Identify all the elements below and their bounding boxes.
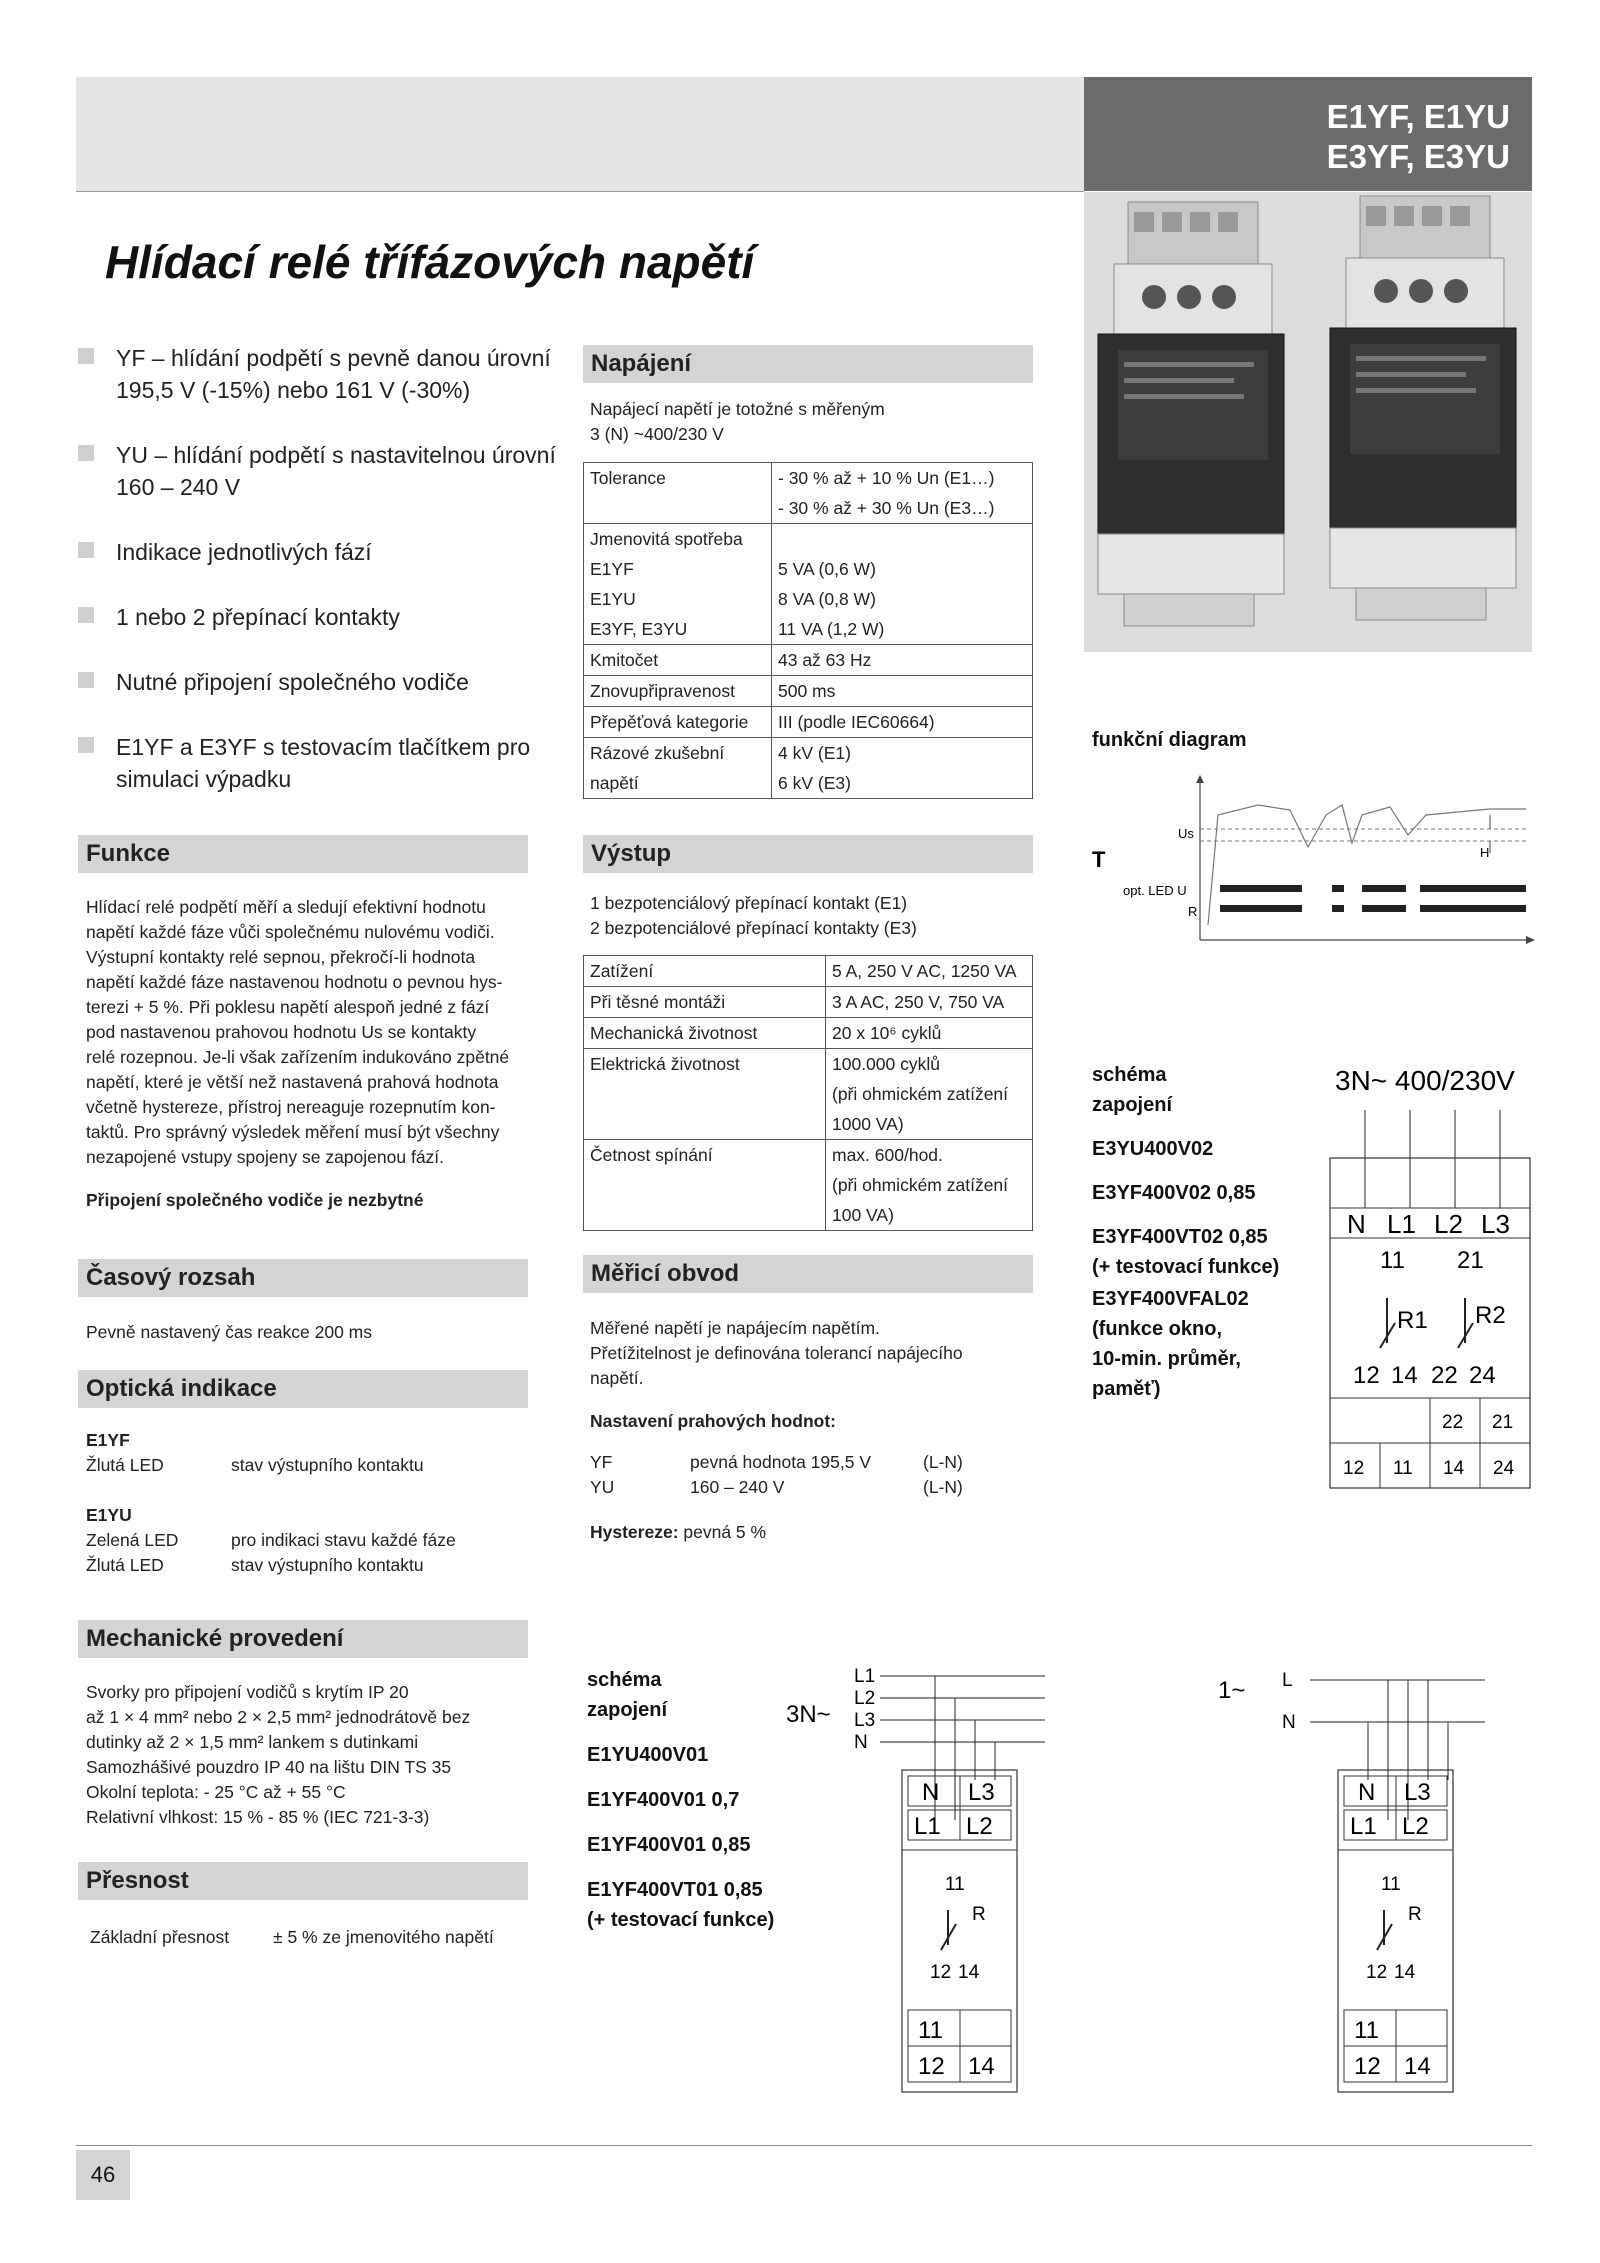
led-on-bar bbox=[1332, 885, 1344, 892]
table-cell: Při těsné montáži bbox=[584, 987, 826, 1018]
table-cell: 1000 VA) bbox=[826, 1109, 1033, 1140]
relay-modules-illustration bbox=[1084, 192, 1532, 652]
funkce-note: Připojení společného vodiče je nezbytné bbox=[86, 1190, 424, 1210]
text-line: Přetížitelnost je definována tolerancí napájecího bbox=[590, 1343, 963, 1363]
feature-item: YU – hlídání podpětí s nastavitelnou úrovní 160 – 240 V bbox=[78, 439, 556, 503]
diagram-h-label: H bbox=[1480, 845, 1490, 860]
table-cell: Přepěťová kategorie bbox=[584, 707, 772, 738]
table-cell: 5 VA (0,6 W) bbox=[772, 554, 1033, 584]
relay-module-left bbox=[1098, 202, 1284, 626]
contact-label: 24 bbox=[1469, 1362, 1496, 1389]
text-line: napětí, které je větší než nastavená prahová hodnota bbox=[86, 1072, 499, 1092]
table-cell bbox=[584, 1170, 826, 1200]
text-line: Měřené napětí je napájecím napětím. bbox=[590, 1318, 880, 1338]
contact-label: 22 bbox=[1431, 1362, 1458, 1389]
meric-text bbox=[590, 1316, 1040, 1545]
relay-label: R bbox=[1408, 1904, 1422, 1925]
table-cell: pevná hodnota 195,5 V bbox=[690, 1452, 871, 1472]
feature-list bbox=[78, 342, 558, 828]
model-code: E1YF400V01 0,85 bbox=[587, 1834, 751, 1856]
model-code: E3YF400V02 0,85 bbox=[1092, 1182, 1256, 1204]
wiring-schema-e3 bbox=[1325, 1058, 1535, 1490]
led-on-bar bbox=[1220, 885, 1302, 892]
table-cell: Zatížení bbox=[584, 956, 826, 987]
table-cell: 500 ms bbox=[772, 676, 1033, 707]
table-cell: 5 A, 250 V AC, 1250 VA bbox=[826, 956, 1033, 987]
led-on-bar bbox=[1420, 885, 1526, 892]
text-line: 1 bezpotenciálový přepínací kontakt (E1) bbox=[590, 893, 908, 913]
model-code: E3YF400VT02 0,85 bbox=[1092, 1226, 1268, 1248]
table-cell: 11 VA (1,2 W) bbox=[772, 614, 1033, 645]
terminal-label: L1 bbox=[1350, 1813, 1377, 1840]
text-line: relé rozepnou. Je-li však zařízením indukováno zpětné bbox=[86, 1047, 510, 1067]
text-line: Napájecí napětí je totožné s měřeným bbox=[590, 399, 885, 419]
table-cell bbox=[584, 1200, 826, 1231]
section-napajeni-heading: Napájení bbox=[583, 345, 1033, 383]
hystereze-value: pevná 5 % bbox=[678, 1522, 767, 1542]
model-code: E3YF400VFAL02 bbox=[1092, 1288, 1249, 1310]
schema2-labels bbox=[587, 1665, 774, 1935]
product-codes-line1: E1YF, E1YU bbox=[1326, 98, 1510, 135]
led-name: Žlutá LED bbox=[86, 1455, 164, 1475]
text-line: včetně hystereze, přístroj nereaguje rozepnutím kon- bbox=[86, 1097, 496, 1117]
table-cell: max. 600/hod. bbox=[826, 1140, 1033, 1171]
grid-label: 11 bbox=[1354, 2017, 1379, 2044]
opticka-text bbox=[86, 1428, 546, 1578]
text-line: Relativní vlhkost: 15 % - 85 % (IEC 721-3-3) bbox=[86, 1807, 430, 1827]
grid-label: 12 bbox=[918, 2053, 945, 2080]
schema1-label: schéma bbox=[1092, 1064, 1167, 1086]
product-codes-line2: E3YF, E3YU bbox=[1326, 138, 1510, 175]
table-cell: YF bbox=[590, 1452, 613, 1472]
table-cell: 43 až 63 Hz bbox=[772, 645, 1033, 676]
grid-label: 14 bbox=[1443, 1458, 1465, 1479]
grid-label: 24 bbox=[1493, 1458, 1515, 1479]
table-cell: - 30 % až + 10 % Un (E1…) bbox=[772, 463, 1033, 494]
terminal-label: L1 bbox=[1387, 1209, 1416, 1239]
schema1-label: zapojení bbox=[1092, 1094, 1173, 1116]
table-cell: (při ohmickém zatížení bbox=[826, 1170, 1033, 1200]
table-cell: 4 kV (E1) bbox=[772, 738, 1033, 769]
footer-line bbox=[76, 2145, 1532, 2146]
terminal-label: L2 bbox=[1434, 1209, 1463, 1239]
text-line: nezapojené vstupy spojeny se zapojenou fází. bbox=[86, 1147, 445, 1167]
time-axis-arrow bbox=[1526, 936, 1535, 944]
text-line: dutinky až 2 × 1,5 mm² lankem s dutinkami bbox=[86, 1732, 419, 1752]
line-label: L bbox=[1282, 1670, 1293, 1691]
table-cell: Jmenovitá spotřeba bbox=[584, 524, 772, 555]
text-line: 2 bezpotenciálové přepínací kontakty (E3) bbox=[590, 918, 917, 938]
terminal-label: L3 bbox=[1404, 1779, 1431, 1806]
text-line: napětí každé fáze nastavenou hodnotu o pevnou hys- bbox=[86, 972, 503, 992]
table-cell bbox=[584, 1109, 826, 1140]
contact-label: 14 bbox=[958, 1962, 980, 1983]
page-number: 46 bbox=[76, 2150, 130, 2200]
grid-label: 14 bbox=[1404, 2053, 1431, 2080]
line-label: N bbox=[1282, 1712, 1296, 1733]
page-title: Hlídací relé třífázových napětí bbox=[105, 236, 755, 288]
led-name: Zelená LED bbox=[86, 1530, 179, 1550]
feature-item: Nutné připojení společného vodiče bbox=[78, 666, 558, 698]
table-cell: Kmitočet bbox=[584, 645, 772, 676]
text-line: 3 (N) ~400/230 V bbox=[590, 424, 724, 444]
grid-label: 11 bbox=[918, 2017, 943, 2044]
relay-label: R bbox=[972, 1904, 986, 1925]
product-codes bbox=[1084, 77, 1532, 191]
group-name: E1YU bbox=[86, 1505, 132, 1525]
text-line: Svorky pro připojení vodičů s krytím IP 20 bbox=[86, 1682, 409, 1702]
schema2-label: schéma bbox=[587, 1669, 662, 1691]
terminal-label: L1 bbox=[914, 1813, 941, 1840]
relay-label: R1 bbox=[1397, 1307, 1428, 1334]
grid-label: 12 bbox=[1343, 1458, 1365, 1479]
section-casovy-heading: Časový rozsah bbox=[78, 1259, 528, 1297]
diagram-us-label: Us bbox=[1178, 826, 1194, 841]
section-funkce-heading: Funkce bbox=[78, 835, 528, 873]
grid-label: 22 bbox=[1442, 1412, 1464, 1433]
table-cell: (L-N) bbox=[923, 1452, 963, 1472]
contact-label: 21 bbox=[1457, 1247, 1484, 1274]
section-mech-heading: Mechanické provedení bbox=[78, 1620, 528, 1658]
line-label: L3 bbox=[854, 1710, 876, 1731]
contact-label: 12 bbox=[930, 1962, 952, 1983]
terminal-label: L3 bbox=[968, 1779, 995, 1806]
model-code: E3YU400V02 bbox=[1092, 1138, 1214, 1160]
model-code: E1YF400V01 0,7 bbox=[587, 1789, 740, 1811]
wiring-schema-e1-3n bbox=[780, 1660, 1050, 2100]
section-vystup-heading: Výstup bbox=[583, 835, 1033, 873]
model-code: E1YU400V01 bbox=[587, 1744, 709, 1766]
relay-label: R2 bbox=[1475, 1302, 1506, 1329]
relay-on-bar bbox=[1220, 905, 1302, 912]
schema1-voltage: 3N~ 400/230V bbox=[1335, 1065, 1515, 1096]
led-name: Žlutá LED bbox=[86, 1555, 164, 1575]
table-cell bbox=[772, 524, 1033, 555]
presnost-text bbox=[90, 1925, 494, 1950]
table-cell: 100.000 cyklů bbox=[826, 1049, 1033, 1080]
table-cell: (při ohmickém zatížení bbox=[826, 1079, 1033, 1109]
table-cell: E1YF bbox=[584, 554, 772, 584]
table-cell: - 30 % až + 30 % Un (E3…) bbox=[772, 493, 1033, 524]
table-cell: E3YF, E3YU bbox=[584, 614, 772, 645]
feature-item: 1 nebo 2 přepínací kontakty bbox=[78, 601, 558, 633]
feature-item: YF – hlídání podpětí s pevně danou úrovní 195,5 V (-15%) nebo 161 V (-30%) bbox=[78, 342, 556, 406]
table-cell: Znovupřipravenost bbox=[584, 676, 772, 707]
diagram-r-label: R bbox=[1188, 904, 1198, 919]
mains-label: 3N~ bbox=[786, 1701, 831, 1728]
nastaveni-label: Nastavení prahových hodnot: bbox=[590, 1411, 837, 1431]
schema2-label: zapojení bbox=[587, 1699, 668, 1721]
table-cell: E1YU bbox=[584, 584, 772, 614]
grid-label: 21 bbox=[1492, 1412, 1514, 1433]
table-cell: Rázové zkušební bbox=[584, 738, 772, 769]
table-cell: 100 VA) bbox=[826, 1200, 1033, 1231]
text-line: až 1 × 4 mm² nebo 2 × 2,5 mm² jednodrátově bez bbox=[86, 1707, 471, 1727]
line-label: L1 bbox=[854, 1666, 876, 1687]
table-cell: Mechanická životnost bbox=[584, 1018, 826, 1049]
model-code: 10-min. průměr, bbox=[1092, 1348, 1241, 1370]
contact-label: 14 bbox=[1391, 1362, 1418, 1389]
model-code: E1YF400VT01 0,85 bbox=[587, 1879, 763, 1901]
diagram-T-label: T bbox=[1092, 847, 1106, 872]
led-desc: stav výstupního kontaktu bbox=[231, 1455, 424, 1475]
presnost-key: Základní přesnost bbox=[90, 1927, 230, 1947]
table-cell: 160 – 240 V bbox=[690, 1477, 785, 1497]
text-line: taktů. Pro správný výsledek měření musí být všechny bbox=[86, 1122, 500, 1142]
model-code: paměť) bbox=[1092, 1378, 1161, 1400]
product-photo bbox=[1084, 192, 1532, 652]
text-line: Samozhášivé pouzdro IP 40 na lištu DIN TS 35 bbox=[86, 1757, 452, 1777]
funkce-text bbox=[86, 895, 546, 1213]
table-cell: (L-N) bbox=[923, 1477, 963, 1497]
group-name: E1YF bbox=[86, 1430, 130, 1450]
presnost-value: ± 5 % ze jmenovitého napětí bbox=[273, 1927, 494, 1947]
wiring-schema-e1-1 bbox=[1210, 1660, 1490, 2100]
table-cell bbox=[584, 1079, 826, 1109]
contact-label: 11 bbox=[945, 1874, 965, 1895]
relay-on-bar bbox=[1420, 905, 1526, 912]
text-line: terezi + 5 %. Při poklesu napětí alespoň jedné z fází bbox=[86, 997, 490, 1017]
hystereze-label: Hystereze: bbox=[590, 1522, 679, 1542]
line-label: N bbox=[854, 1732, 868, 1753]
relay-on-bar bbox=[1362, 905, 1406, 912]
terminal-label: N bbox=[1358, 1779, 1376, 1806]
model-code: (+ testovací funkce) bbox=[587, 1909, 775, 1931]
napajeni-intro bbox=[590, 397, 885, 447]
table-cell: napětí bbox=[584, 768, 772, 799]
terminal-label: N bbox=[922, 1779, 940, 1806]
mains-label: 1~ bbox=[1218, 1677, 1246, 1704]
line-label: L2 bbox=[854, 1688, 876, 1709]
section-presnost-heading: Přesnost bbox=[78, 1862, 528, 1900]
casovy-text: Pevně nastavený čas reakce 200 ms bbox=[86, 1322, 372, 1342]
terminal-label: L2 bbox=[1402, 1813, 1429, 1840]
text-line: napětí každé fáze vůči společnému nulovému vodiči. bbox=[86, 922, 495, 942]
diagram-title: funkční diagram bbox=[1092, 729, 1247, 751]
text-line: Hlídací relé podpětí měří a sledují efektivní hodnotu bbox=[86, 897, 486, 917]
terminal-label: N bbox=[1347, 1209, 1366, 1239]
relay-on-bar bbox=[1332, 905, 1344, 912]
vystup-table bbox=[583, 955, 1033, 1231]
mech-text bbox=[86, 1680, 556, 1830]
relay-module-right bbox=[1330, 196, 1516, 620]
contact-label: 12 bbox=[1366, 1962, 1388, 1983]
table-cell: III (podle IEC60664) bbox=[772, 707, 1033, 738]
header-bar bbox=[76, 77, 1084, 192]
terminal-label: L3 bbox=[1481, 1209, 1510, 1239]
text-line: napětí. bbox=[590, 1368, 644, 1388]
feature-item: E1YF a E3YF s testovacím tlačítkem pro simulaci výpadku bbox=[78, 731, 536, 795]
section-meric-heading: Měřicí obvod bbox=[583, 1255, 1033, 1293]
table-cell: Tolerance bbox=[584, 463, 772, 494]
text-line: Výstupní kontakty relé sepnou, překročí-li hodnota bbox=[86, 947, 476, 967]
grid-label: 12 bbox=[1354, 2053, 1381, 2080]
table-cell: 6 kV (E3) bbox=[772, 768, 1033, 799]
table-cell: Četnost spínání bbox=[584, 1140, 826, 1171]
model-code: (+ testovací funkce) bbox=[1092, 1256, 1280, 1278]
table-cell bbox=[584, 493, 772, 524]
section-opticka-heading: Optická indikace bbox=[78, 1370, 528, 1408]
function-diagram bbox=[1090, 775, 1540, 950]
contact-label: 11 bbox=[1380, 1247, 1405, 1274]
grid-label: 14 bbox=[968, 2053, 995, 2080]
grid-label: 11 bbox=[1393, 1458, 1413, 1479]
vystup-intro bbox=[590, 891, 917, 941]
contact-label: 14 bbox=[1394, 1962, 1416, 1983]
table-cell: YU bbox=[590, 1477, 615, 1497]
text-line: Okolní teplota: - 25 °C až + 55 °C bbox=[86, 1782, 346, 1802]
contact-label: 12 bbox=[1353, 1362, 1380, 1389]
model-code: (funkce okno, bbox=[1092, 1318, 1223, 1340]
voltage-axis-arrow bbox=[1196, 775, 1204, 783]
table-cell: 3 A AC, 250 V, 750 VA bbox=[826, 987, 1033, 1018]
led-desc: stav výstupního kontaktu bbox=[231, 1555, 424, 1575]
contact-label: 11 bbox=[1381, 1874, 1401, 1895]
table-cell: Elektrická životnost bbox=[584, 1049, 826, 1080]
led-desc: pro indikaci stavu každé fáze bbox=[231, 1530, 456, 1550]
schema1-labels bbox=[1092, 1060, 1279, 1404]
diagram-led-label: opt. LED U bbox=[1123, 883, 1187, 898]
napajeni-table bbox=[583, 462, 1033, 799]
feature-item: Indikace jednotlivých fází bbox=[78, 536, 558, 568]
terminal-label: L2 bbox=[966, 1813, 993, 1840]
table-cell: 20 x 10⁶ cyklů bbox=[826, 1018, 1033, 1049]
led-on-bar bbox=[1362, 885, 1406, 892]
table-cell: 8 VA (0,8 W) bbox=[772, 584, 1033, 614]
text-line: pod nastavenou prahovou hodnotu Us se kontakty bbox=[86, 1022, 477, 1042]
